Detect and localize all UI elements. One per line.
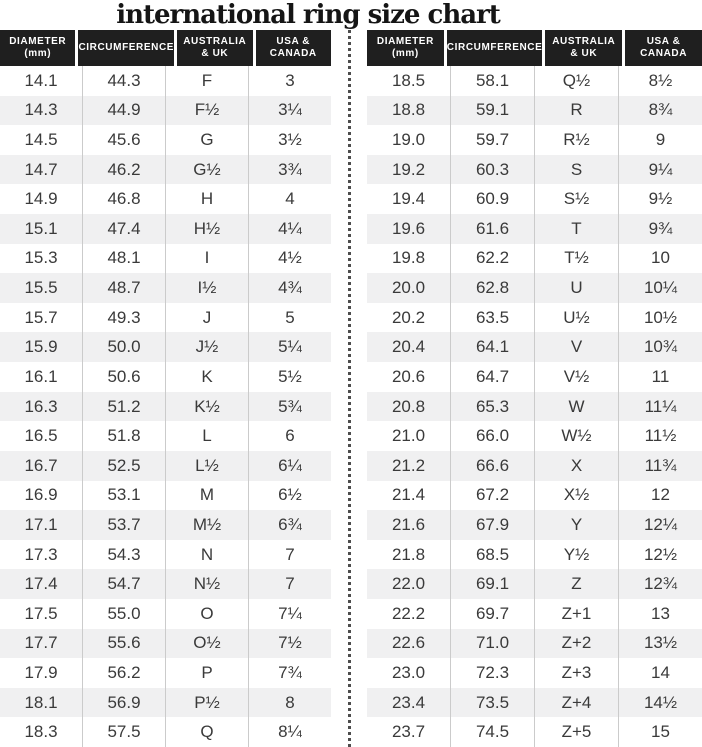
table-row <box>367 244 702 274</box>
table-row <box>367 510 702 540</box>
table-row <box>367 481 702 511</box>
table-cell: 3¾ <box>248 155 331 185</box>
table-cell: 10¼ <box>618 273 702 303</box>
table-row <box>0 451 331 481</box>
table-cell: H <box>165 184 248 214</box>
table-cell: 61.6 <box>450 214 534 244</box>
table-cell: W½ <box>534 421 618 451</box>
table-cell: Z+5 <box>534 717 618 747</box>
table-cell: 12½ <box>618 540 702 570</box>
table-cell: 8¼ <box>248 717 331 747</box>
table-cell: 15.3 <box>24 248 58 268</box>
table-cell: 67.9 <box>450 510 534 540</box>
table-cell: Y½ <box>534 540 618 570</box>
table-cell: 63.5 <box>450 303 534 333</box>
table-cell: 4½ <box>248 244 331 274</box>
table-cell: K½ <box>165 392 248 422</box>
table-cell: 23.7 <box>391 722 426 742</box>
table-cell: 20.8 <box>391 396 426 416</box>
table-cell: 16.5 <box>24 426 58 446</box>
table-row <box>0 540 331 570</box>
table-row <box>0 569 331 599</box>
table-body <box>0 66 331 747</box>
table-cell: S½ <box>534 184 618 214</box>
table-cell: 51.8 <box>82 421 165 451</box>
table-cell: 20.4 <box>391 337 426 357</box>
table-cell: 21.8 <box>391 544 426 564</box>
table-row <box>0 155 331 185</box>
table-row <box>0 362 331 392</box>
table-row <box>0 273 331 303</box>
table-cell: 4¼ <box>248 214 331 244</box>
table-cell: O <box>165 599 248 629</box>
table-body <box>367 66 702 747</box>
table-cell: N½ <box>165 569 248 599</box>
table-cell: F½ <box>165 96 248 126</box>
table-cell: 5½ <box>248 362 331 392</box>
table-cell: 9¾ <box>618 214 702 244</box>
table-cell: 64.7 <box>450 362 534 392</box>
table-row <box>367 332 702 362</box>
table-cell: 60.9 <box>450 184 534 214</box>
table-cell: 56.2 <box>82 658 165 688</box>
table-cell: J½ <box>165 332 248 362</box>
table-row <box>367 184 702 214</box>
table-cell: 16.1 <box>24 366 58 386</box>
table-cell: 18.1 <box>24 692 58 712</box>
table-cell: 20.6 <box>391 366 426 386</box>
table-cell: 3 <box>248 66 331 96</box>
table-row <box>367 629 702 659</box>
table-cell: 8 <box>248 688 331 718</box>
table-cell: S <box>534 155 618 185</box>
table-cell: N <box>165 540 248 570</box>
table-cell: 74.5 <box>450 717 534 747</box>
table-cell: 3¼ <box>248 96 331 126</box>
table-row <box>0 510 331 540</box>
table-row <box>367 599 702 629</box>
table-cell: 71.0 <box>450 629 534 659</box>
table-cell: 14.1 <box>24 70 58 90</box>
table-cell: 53.1 <box>82 481 165 511</box>
table-cell: 52.5 <box>82 451 165 481</box>
table-cell: O½ <box>165 629 248 659</box>
table-cell: 57.5 <box>82 717 165 747</box>
table-row <box>367 688 702 718</box>
table-cell: 16.7 <box>24 455 58 475</box>
table-cell: Q <box>165 717 248 747</box>
column-header: AUSTRALIA & UK <box>174 30 252 66</box>
table-cell: 18.3 <box>24 722 58 742</box>
column-header: CIRCUMFERENCE <box>444 30 543 66</box>
table-row <box>367 658 702 688</box>
table-cell: 10¾ <box>618 332 702 362</box>
table-cell: M½ <box>165 510 248 540</box>
table-cell: Q½ <box>534 66 618 96</box>
table-cell: 22.6 <box>391 633 426 653</box>
table-cell: I <box>165 244 248 274</box>
table-cell: 17.9 <box>24 662 58 682</box>
table-row <box>367 155 702 185</box>
table-cell: 10½ <box>618 303 702 333</box>
table-cell: 14.3 <box>24 100 58 120</box>
table-cell: 44.3 <box>82 66 165 96</box>
table-row <box>0 599 331 629</box>
table-row <box>367 273 702 303</box>
table-cell: 17.7 <box>24 633 58 653</box>
table-cell: 19.6 <box>391 218 426 238</box>
table-row <box>0 244 331 274</box>
table-cell: R½ <box>534 125 618 155</box>
table-row <box>367 569 702 599</box>
table-cell: 14.9 <box>24 189 58 209</box>
table-cell: 7 <box>248 569 331 599</box>
table-row <box>0 303 331 333</box>
table-cell: 3½ <box>248 125 331 155</box>
table-cell: P½ <box>165 688 248 718</box>
table-row <box>367 303 702 333</box>
column-header: USA & CANADA <box>253 30 331 66</box>
table-cell: U½ <box>534 303 618 333</box>
table-cell: J <box>165 303 248 333</box>
column-header: CIRCUMFERENCE <box>75 30 174 66</box>
table-cell: 17.5 <box>24 603 58 623</box>
table-cell: 16.9 <box>24 485 58 505</box>
table-header-row <box>367 30 702 66</box>
table-cell: 67.2 <box>450 481 534 511</box>
table-cell: Z+2 <box>534 629 618 659</box>
table-cell: 12¼ <box>618 510 702 540</box>
table-cell: 69.7 <box>450 599 534 629</box>
table-cell: 15.5 <box>24 278 58 298</box>
ring-size-table-left <box>0 30 331 747</box>
table-cell: 19.2 <box>391 159 426 179</box>
table-cell: 14.5 <box>24 130 58 150</box>
table-cell: 18.5 <box>391 70 426 90</box>
table-cell: 5¼ <box>248 332 331 362</box>
table-row <box>367 125 702 155</box>
table-cell: 11¾ <box>618 451 702 481</box>
table-row <box>367 362 702 392</box>
table-cell: 6¾ <box>248 510 331 540</box>
table-cell: 15.1 <box>24 218 58 238</box>
table-cell: 73.5 <box>450 688 534 718</box>
table-cell: Y <box>534 510 618 540</box>
table-cell: 59.7 <box>450 125 534 155</box>
table-cell: Z+1 <box>534 599 618 629</box>
table-cell: 58.1 <box>450 66 534 96</box>
table-cell: 51.2 <box>82 392 165 422</box>
table-header-row <box>0 30 331 66</box>
table-cell: 5 <box>248 303 331 333</box>
table-row <box>367 96 702 126</box>
table-cell: 46.2 <box>82 155 165 185</box>
table-cell: 8¾ <box>618 96 702 126</box>
table-cell: 6½ <box>248 481 331 511</box>
table-cell: 47.4 <box>82 214 165 244</box>
table-cell: X½ <box>534 481 618 511</box>
table-cell: 6¼ <box>248 451 331 481</box>
table-cell: 6 <box>248 421 331 451</box>
table-cell: 64.1 <box>450 332 534 362</box>
table-cell: 48.1 <box>82 244 165 274</box>
table-cell: 66.6 <box>450 451 534 481</box>
table-cell: 22.2 <box>391 603 426 623</box>
table-row <box>367 214 702 244</box>
table-cell: G½ <box>165 155 248 185</box>
table-cell: 15.7 <box>24 307 58 327</box>
column-header: USA & CANADA <box>622 30 702 66</box>
table-cell: 10 <box>618 244 702 274</box>
table-cell: 7½ <box>248 629 331 659</box>
table-cell: F <box>165 66 248 96</box>
table-row <box>367 421 702 451</box>
table-cell: 44.9 <box>82 96 165 126</box>
table-cell: 11¼ <box>618 392 702 422</box>
table-row <box>0 481 331 511</box>
tables-wrap <box>0 30 702 747</box>
table-cell: 15.9 <box>24 337 58 357</box>
table-cell: 19.0 <box>391 130 426 150</box>
table-cell: 23.0 <box>391 662 426 682</box>
table-cell: 14.7 <box>24 159 58 179</box>
table-cell: X <box>534 451 618 481</box>
table-cell: 14½ <box>618 688 702 718</box>
table-cell: 50.6 <box>82 362 165 392</box>
table-cell: 55.0 <box>82 599 165 629</box>
table-cell: K <box>165 362 248 392</box>
table-cell: 13 <box>618 599 702 629</box>
table-cell: 22.0 <box>391 574 426 594</box>
table-cell: 45.6 <box>82 125 165 155</box>
table-cell: 55.6 <box>82 629 165 659</box>
table-cell: 7¾ <box>248 658 331 688</box>
column-header: AUSTRALIA & UK <box>542 30 622 66</box>
table-cell: M <box>165 481 248 511</box>
table-divider-gap <box>331 30 367 747</box>
table-cell: 11½ <box>618 421 702 451</box>
table-cell: P <box>165 658 248 688</box>
table-cell: Z+3 <box>534 658 618 688</box>
table-cell: V <box>534 332 618 362</box>
table-cell: 59.1 <box>450 96 534 126</box>
table-row <box>0 184 331 214</box>
table-cell: 17.1 <box>24 514 58 534</box>
table-cell: 20.2 <box>391 307 426 327</box>
table-cell: 12 <box>618 481 702 511</box>
table-cell: 48.7 <box>82 273 165 303</box>
table-cell: 50.0 <box>82 332 165 362</box>
table-cell: 4 <box>248 184 331 214</box>
table-cell: 49.3 <box>82 303 165 333</box>
table-cell: 4¾ <box>248 273 331 303</box>
table-cell: Z+4 <box>534 688 618 718</box>
table-row <box>367 392 702 422</box>
table-cell: 17.3 <box>24 544 58 564</box>
table-cell: 5¾ <box>248 392 331 422</box>
table-cell: 21.0 <box>391 426 426 446</box>
dotted-divider-line <box>348 30 351 747</box>
table-row <box>0 125 331 155</box>
table-cell: 21.2 <box>391 455 426 475</box>
table-cell: 15 <box>618 717 702 747</box>
table-cell: 66.0 <box>450 421 534 451</box>
table-cell: 14 <box>618 658 702 688</box>
table-row <box>0 421 331 451</box>
table-cell: L <box>165 421 248 451</box>
table-row <box>0 332 331 362</box>
table-cell: T <box>534 214 618 244</box>
table-cell: 21.6 <box>391 514 426 534</box>
table-cell: 23.4 <box>391 692 426 712</box>
table-row <box>367 66 702 96</box>
table-row <box>0 688 331 718</box>
column-header: DIAMETER (mm) <box>376 36 434 59</box>
table-cell: 53.7 <box>82 510 165 540</box>
table-cell: T½ <box>534 244 618 274</box>
table-cell: 62.8 <box>450 273 534 303</box>
table-row <box>0 66 331 96</box>
page-title: international ring size chart <box>116 0 500 30</box>
table-cell: 9½ <box>618 184 702 214</box>
table-cell: 56.9 <box>82 688 165 718</box>
table-cell: U <box>534 273 618 303</box>
title-bar <box>0 0 616 30</box>
table-cell: 21.4 <box>391 485 426 505</box>
table-cell: 11 <box>618 362 702 392</box>
table-cell: 69.1 <box>450 569 534 599</box>
table-cell: Z <box>534 569 618 599</box>
table-cell: 17.4 <box>24 574 58 594</box>
table-cell: 72.3 <box>450 658 534 688</box>
table-cell: 16.3 <box>24 396 58 416</box>
table-cell: 62.2 <box>450 244 534 274</box>
table-cell: I½ <box>165 273 248 303</box>
ring-size-table-right <box>367 30 702 747</box>
table-cell: 12¾ <box>618 569 702 599</box>
table-cell: 19.4 <box>391 189 426 209</box>
table-cell: V½ <box>534 362 618 392</box>
table-cell: 68.5 <box>450 540 534 570</box>
table-cell: 13½ <box>618 629 702 659</box>
table-cell: 20.0 <box>391 278 426 298</box>
table-cell: 7¼ <box>248 599 331 629</box>
table-cell: 9¼ <box>618 155 702 185</box>
table-cell: 18.8 <box>391 100 426 120</box>
table-row <box>0 214 331 244</box>
table-cell: W <box>534 392 618 422</box>
table-row <box>0 96 331 126</box>
table-row <box>367 717 702 747</box>
table-cell: L½ <box>165 451 248 481</box>
table-row <box>0 392 331 422</box>
table-cell: 7 <box>248 540 331 570</box>
table-row <box>0 658 331 688</box>
table-row <box>0 717 331 747</box>
table-cell: 60.3 <box>450 155 534 185</box>
table-cell: H½ <box>165 214 248 244</box>
table-row <box>367 540 702 570</box>
table-cell: R <box>534 96 618 126</box>
table-cell: 54.3 <box>82 540 165 570</box>
table-cell: 9 <box>618 125 702 155</box>
column-header: DIAMETER (mm) <box>9 36 67 59</box>
table-cell: G <box>165 125 248 155</box>
table-cell: 8½ <box>618 66 702 96</box>
table-cell: 19.8 <box>391 248 426 268</box>
table-row <box>367 451 702 481</box>
table-cell: 54.7 <box>82 569 165 599</box>
table-row <box>0 629 331 659</box>
table-cell: 46.8 <box>82 184 165 214</box>
table-cell: 65.3 <box>450 392 534 422</box>
